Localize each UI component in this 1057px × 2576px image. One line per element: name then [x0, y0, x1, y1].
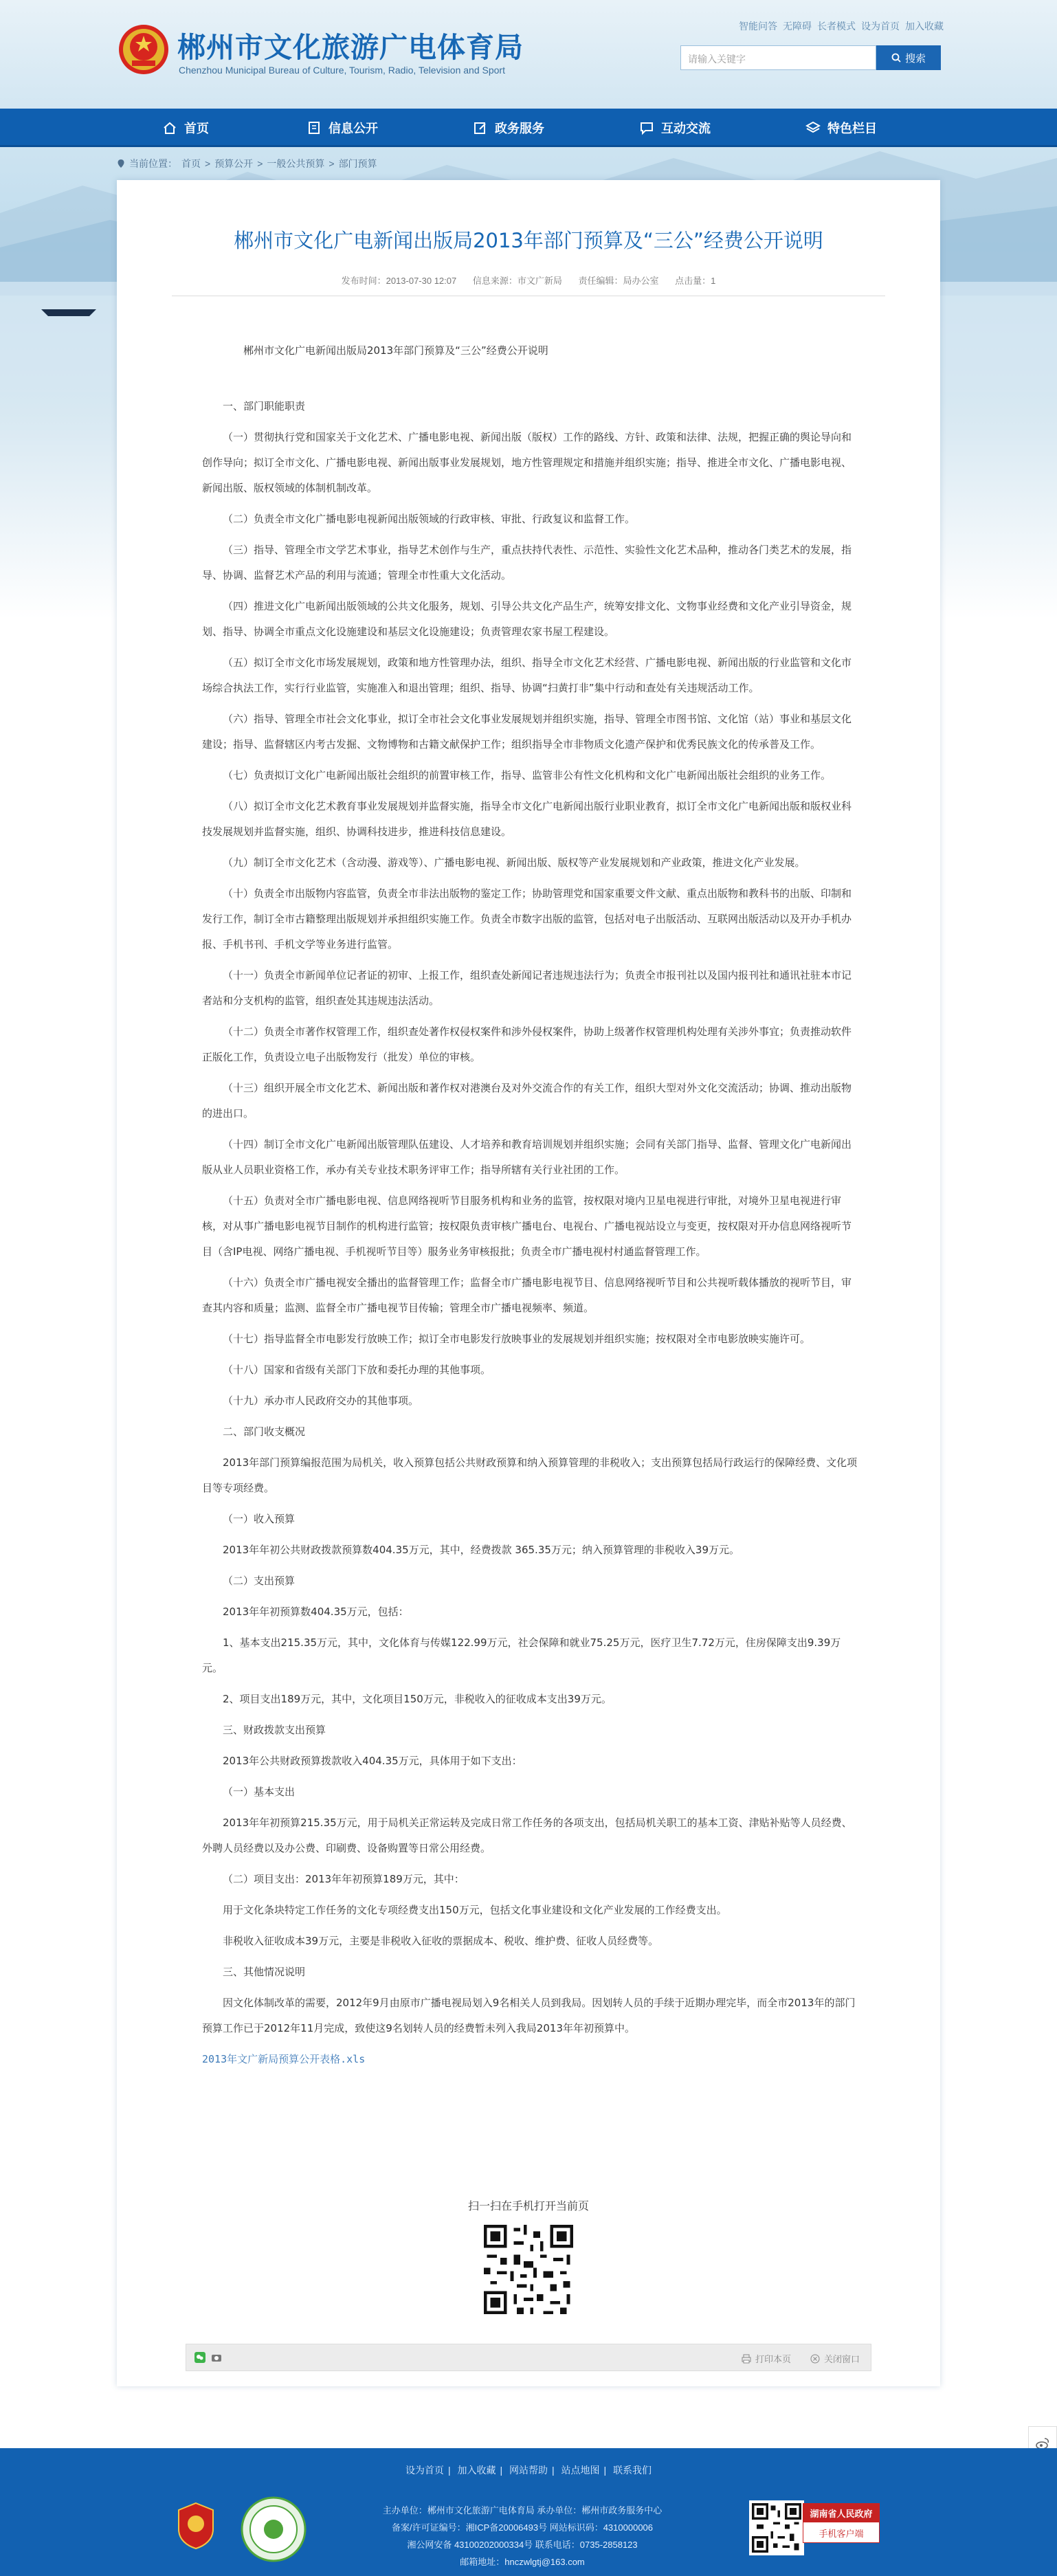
paragraph: 2013年公共财政预算拨款收入404.35万元，具体用于如下支出：: [223, 1755, 522, 1767]
qr-title: 扫一扫在手机打开当前页: [467, 2201, 589, 2212]
paragraph: 2013年年初公共财政拨款预算数404.35万元，其中，经费拨款 365.35万元；纳入预算管理的非税收入39万元。: [223, 1544, 740, 1556]
national-emblem-icon: [117, 22, 170, 78]
footer-police[interactable]: 湘公网安备 43100202000334号 联系电话：0735-2858123: [407, 2540, 638, 2550]
nav-item-interaction[interactable]: [639, 109, 711, 147]
publish-time: 发布时间：2013-07-30 12:07: [341, 276, 457, 286]
share-icons: [194, 2352, 222, 2363]
paragraph: 2013年年初预算215.35万元，用于局机关正常运转及完成日常工作任务的各项支出，包括局机关职工的基本工资、津贴补贴等人员经费、外聘人员经费以及办公费、印刷费、设备购置等日常公用经费。: [202, 1817, 852, 1854]
paragraph: （十四）制订全市文化广电新闻出版管理队伍建设、人才培养和教育培训规划并组织实施；会同有关部门指导、监督、管理文化广电新闻出版从业人员职业资格工作，承办有关专业技术职务评审工作；指导所辖有关行业社团的工作。: [202, 1138, 852, 1176]
search-icon: [891, 53, 901, 63]
nav-item-info[interactable]: [307, 109, 378, 147]
page-toolbar: [186, 2344, 871, 2371]
paragraph: （十八）国家和省级有关部门下放和委托办理的其他事项。: [223, 1364, 491, 1376]
search-button-label: 搜索: [904, 52, 926, 65]
paragraph: （七）负责拟订文化广电新闻出版社会组织的前置审核工作，指导、监管非公有性文化机构和文化广电新闻出版社会组织的业务工作。: [223, 769, 832, 781]
gov-app-badge[interactable]: [803, 2503, 880, 2543]
paragraph: （十六）负责全市广播电视安全播出的监督管理工作；监督全市广播电影电视节目、信息网络视听节目和公共视听载体播放的视听节目，审查其内容和质量；监测、监督全市广播电视节目传输；管理全市广播电视频率、频道。: [202, 1276, 852, 1314]
footer-link-sitemap[interactable]: 站点地图: [561, 2465, 600, 2476]
search-button[interactable]: [876, 45, 941, 70]
close-window-button[interactable]: [810, 2352, 860, 2365]
footer-sponsor: 主办单位：郴州市文化旅游广电体育局 承办单位：郴州市政务服务中心: [382, 2505, 663, 2516]
paragraph: （一）贯彻执行党和国家关于文化艺术、广播电影电视、新闻出版（版权）工作的路线、方针、政策和法律、法规，把握正确的舆论导向和创作导向；拟订全市文化、广播电影电视、新闻出版事业发展规划，地方性管理规定和措施并组织实施；指导、推进全市文化、广播电影电视、新闻出版、版权领域的体制机制改革。: [202, 431, 852, 494]
breadcrumb-separator: >: [205, 158, 211, 169]
article-heading: 郴州市文化广电新闻出版局2013年部门预算及“三公”经费公开说明: [243, 344, 548, 357]
paragraph: 三、财政拨款支出预算: [223, 1724, 326, 1736]
top-link-set-home[interactable]: 设为首页: [861, 21, 900, 32]
wechat-icon[interactable]: [194, 2352, 205, 2363]
breadcrumb: [117, 157, 377, 170]
close-icon: [810, 2354, 820, 2364]
qr-code-image: [480, 2221, 577, 2318]
government-website-identity-icon[interactable]: [241, 2496, 307, 2562]
camera-icon[interactable]: [211, 2352, 222, 2363]
paragraph: （十一）负责全市新闻单位记者证的初审、上报工作，组织查处新闻记者违规违法行为；负责全市报刊社以及国内报刊社和通讯社驻本市记者站和分支机构的监管，组织查处其违规违法活动。: [202, 969, 852, 1007]
paragraph: （十五）负责对全市广播电影电视、信息网络视听节目服务机构和业务的监管，按权限对境内卫星电视进行审批，对境外卫星电视进行审核，对从事广播电影电视节目制作的机构进行监管；按权限负责审核广播电台、电视台、广播电视站设立与变更，按权限对开办信息网络视听节目（含IP电视、网络广播电视、手机视听节目等）服务业务审核报批；负责全市广播电视村村通监督管理工作。: [202, 1195, 852, 1258]
info-source: 信息来源：市文广新局: [472, 276, 562, 286]
footer-link-help[interactable]: 网站帮助: [509, 2465, 548, 2476]
paragraph: 三、其他情况说明: [223, 1966, 306, 1978]
paragraph: （二）项目支出：2013年年初预算189万元，其中：: [223, 1873, 465, 1885]
nav-label: 政务服务: [495, 122, 544, 135]
attachment-link[interactable]: 2013年文广新局预算公开表格.xls: [202, 2053, 366, 2065]
footer-email: 邮箱地址：hnczwlgtj@163.com: [460, 2557, 585, 2567]
site-subtitle: Chenzhou Municipal Bureau of Culture, Tourism, Radio, Television and Sport: [179, 65, 505, 76]
qr-section: [117, 2197, 940, 2318]
gov-badge-sub: 手机客户端: [819, 2529, 864, 2539]
paragraph: （二）支出预算: [223, 1575, 296, 1587]
paragraph: 非税收入征收成本39万元，主要是非税收入征收的票据成本、税收、维护费、征收人员经费等。: [223, 1935, 659, 1947]
article-container: [117, 180, 940, 2386]
party-government-badge-icon[interactable]: [177, 2502, 214, 2550]
site-header: [0, 0, 1057, 109]
paragraph: （一）收入预算: [223, 1513, 296, 1525]
footer-link-set-home[interactable]: 设为首页: [405, 2465, 444, 2476]
paragraph: （六）指导、管理全市社会文化事业，拟订全市社会文化事业发展规划并组织实施，指导、管理全市图书馆、文化馆（站）事业和基层文化建设；指导、监督辖区内考古发掘、文物博物和古籍文献保护工作；组织指导全市非物质文化遗产保护和优秀民族文化的传承普及工作。: [202, 713, 852, 751]
site-footer: [0, 2448, 1057, 2576]
close-label: 关闭窗口: [823, 2354, 860, 2364]
location-icon: [117, 159, 125, 168]
paragraph: 2、项目支出189万元，其中，文化项目150万元，非税收入的征收成本支出39万元。: [223, 1693, 612, 1705]
editor: 责任编辑：局办公室: [578, 276, 659, 286]
book-icon: [307, 120, 322, 135]
nav-item-service[interactable]: [473, 109, 544, 147]
site-title: 郴州市文化旅游广电体育局: [177, 31, 524, 64]
paragraph: 用于文化条块特定工作任务的文化专项经费支出150万元，包括文化事业建设和文化产业发展的工作经费支出。: [223, 1904, 727, 1916]
top-links: [739, 19, 944, 33]
breadcrumb-separator: >: [257, 158, 263, 169]
top-link-ai[interactable]: 智能问答: [739, 21, 777, 32]
top-link-accessibility[interactable]: 无障碍: [783, 21, 812, 32]
footer-qr-code-image: [749, 2500, 804, 2555]
paragraph: 一、部门职能职责: [223, 400, 306, 412]
nav-item-home[interactable]: [162, 109, 209, 147]
view-count: 点击量：1: [675, 276, 716, 286]
paragraph: 1、基本支出215.35万元，其中，文化体育与传媒122.99万元，社会保障和就业75.25万元，医疗卫生7.72万元，住房保障支出9.39万元。: [202, 1636, 841, 1674]
nav-label: 互动交流: [661, 122, 711, 135]
chat-icon: [639, 120, 654, 135]
paragraph: 因文化体制改革的需要，2012年9月由原市广播电视局划入9名相关人员到我局。因划转人员的手续于近期办理完毕，而全市2013年的部门预算工作已于2012年11月完成，致使这9名划转人员的经费暂未列入我局2013年年初预算中。: [202, 1997, 856, 2034]
footer-record[interactable]: 备案/许可证编号：湘ICP备20006493号 网站标识码：4310000006: [391, 2522, 654, 2533]
paragraph: （一）基本支出: [223, 1786, 296, 1798]
breadcrumb-item[interactable]: 一般公共预算: [267, 158, 325, 169]
top-link-elder-mode[interactable]: 长者模式: [817, 21, 856, 32]
footer-link-favorite[interactable]: 加入收藏: [457, 2465, 496, 2476]
home-icon: [162, 120, 177, 135]
paragraph: （十三）组织开展全市文化艺术、新闻出版和著作权对港澳台及对外交流合作的有关工作，组织大型对外文化交流活动；协调、推动出版物的进出口。: [202, 1082, 852, 1120]
article-body: [202, 338, 860, 2078]
printer-icon: [742, 2354, 751, 2364]
paragraph: （五）拟订全市文化市场发展规划，政策和地方性管理办法，组织、指导全市文化艺术经营、广播电影电视、新闻出版的行业监管和文化市场综合执法工作，实行行业监管，实施准入和退出管理；组织、指导、协调“扫黄打非”集中行动和查处有关违规活动工作。: [202, 656, 852, 694]
main-nav: [0, 109, 1057, 147]
paragraph: 2013年年初预算数404.35万元，包括：: [223, 1606, 409, 1618]
paragraph: （十二）负责全市著作权管理工作，组织查处著作权侵权案件和涉外侵权案件，协助上级著作权管理机构处理有关涉外事宜；负责推动软件正版化工作，负责设立电子出版物发行（批发）单位的审核。: [202, 1025, 852, 1063]
breadcrumb-item[interactable]: 首页: [181, 158, 201, 169]
paragraph: （四）推进文化广电新闻出版领域的公共文化服务，规划、引导公共文化产品生产，统筹安排文化、文物事业经费和文化产业引导资金，规划、指导、协调全市重点文化设施建设和基层文化设施建设；负责管理农家书屋工程建设。: [202, 600, 852, 638]
article-title: 郴州市文化广电新闻出版局2013年部门预算及“三公”经费公开说明: [234, 229, 823, 252]
paragraph: （十）负责全市出版物内容监管，负责全市非法出版物的鉴定工作；协助管理党和国家重要文件文献、重点出版物和教科书的出版、印制和发行工作，制订全市古籍整理出版规划并承担组织实施工作。负责全市数字出版的监管，包括对电子出版活动、互联网出版活动以及开办手机办报、手机书刊、手机文学等业务进行监管。: [202, 887, 852, 951]
article-meta: [117, 274, 940, 287]
edit-icon: [473, 120, 488, 135]
paragraph: 2013年部门预算编报范围为局机关，收入预算包括公共财政预算和纳入预算管理的非税收入；支出预算包括局行政运行的保障经费、文化项目等专项经费。: [202, 1456, 858, 1494]
gov-badge-title: 湖南省人民政府: [803, 2504, 879, 2522]
layers-icon: [805, 120, 821, 135]
nav-label: 信息公开: [329, 122, 378, 135]
paragraph: 二、部门收支概况: [223, 1425, 306, 1438]
breadcrumb-item[interactable]: 部门预算: [338, 158, 377, 169]
paragraph: （九）制订全市文化艺术（含动漫、游戏等）、广播电影电视、新闻出版、版权等产业发展规划和产业政策，推进文化产业发展。: [223, 856, 805, 869]
print-label: 打印本页: [755, 2354, 791, 2364]
breadcrumb-prefix: 当前位置：: [129, 158, 177, 169]
top-link-favorite[interactable]: 加入收藏: [905, 21, 944, 32]
print-button[interactable]: [742, 2352, 791, 2365]
footer-info: [344, 2502, 701, 2571]
paragraph: （二）负责全市文化广播电影电视新闻出版领域的行政审核、审批、行政复议和监督工作。: [223, 513, 636, 525]
paragraph: （十七）指导监督全市电影发行放映工作；拟订全市电影发行放映事业的发展规划并组织实施；按权限对全市电影放映实施许可。: [223, 1333, 811, 1345]
nav-label: 特色栏目: [827, 122, 877, 135]
breadcrumb-separator: >: [329, 158, 335, 169]
paragraph: （十九）承办市人民政府交办的其他事项。: [223, 1395, 419, 1407]
nav-item-featured[interactable]: [805, 109, 877, 147]
footer-link-contact[interactable]: 联系我们: [613, 2465, 652, 2476]
footer-links: 设为首页 | 加入收藏 | 网站帮助 | 站点地图 | 联系我们: [405, 2465, 652, 2476]
paragraph: （八）拟订全市文化艺术教育事业发展规划并监督实施，指导全市文化广电新闻出版行业职业教育，拟订全市文化广电新闻出版和版权业科技发展规划并监督实施，组织、协调科技进步，推进科技信息建设。: [202, 800, 852, 838]
paragraph: （三）指导、管理全市文学艺术事业，指导艺术创作与生产，重点扶持代表性、示范性、实验性文化艺术品种，推动各门类艺术的发展，指导、协调、监督艺术产品的利用与流通；管理全市性重大文化活动。: [202, 544, 852, 581]
search-input[interactable]: 请输入关键字: [680, 45, 876, 70]
breadcrumb-item[interactable]: 预算公开: [214, 158, 254, 169]
nav-label: 首页: [184, 122, 209, 135]
